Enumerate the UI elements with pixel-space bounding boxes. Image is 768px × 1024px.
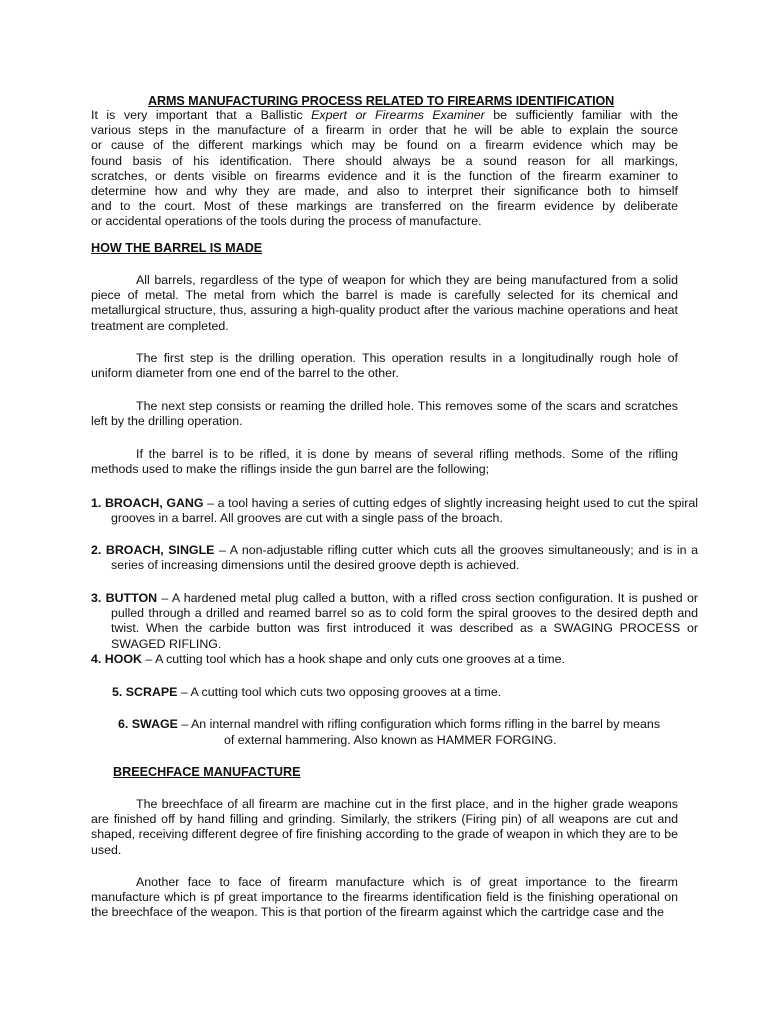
barrel-paragraph-1: All barrels, regardless of the type of weapon for which they are being manufactured from a solid piece of metal. The metal from which the barrel is made is carefully selected for its chemical and metallurgical structure, thus, assuring a high-quality product after the various machine operations and heat treatment are completed.	[91, 273, 678, 333]
barrel-paragraph-4: If the barrel is to be rifled, it is done by means of several rifling methods. Some of the rifling methods used to make the riflings inside the gun barrel are the following;	[91, 447, 678, 477]
method-item-button	[91, 591, 698, 652]
method-number: 1.	[91, 496, 102, 510]
method-description: – A non-adjustable rifling cutter which cuts all the grooves simultaneously; and is in a series of increasing dimensions until the desired groove depth is achieved.	[111, 543, 698, 573]
intro-italic: Expert or Firearms Examiner	[311, 108, 485, 122]
method-item-hook	[91, 652, 678, 667]
intro-line: various steps in the manufacture of a firearm in order that he will be able to explain the source	[91, 123, 678, 138]
method-term: SCRAPE	[125, 685, 178, 699]
intro-text: be sufficiently familiar with the	[484, 108, 678, 122]
document-title: ARMS MANUFACTURING PROCESS RELATED TO FIREARMS IDENTIFICATION	[148, 94, 615, 108]
method-item-swage	[118, 717, 678, 732]
method-number: 6.	[118, 717, 129, 731]
method-term: SWAGE	[131, 717, 178, 731]
intro-line: found basis of his identification. There should always be a sound reason for all markings,	[91, 153, 678, 168]
method-term: HOOK	[104, 652, 142, 666]
method-item-scrape	[112, 685, 678, 700]
method-term: BROACH, GANG	[104, 496, 204, 510]
method-number: 4.	[91, 652, 102, 666]
barrel-paragraph-2: The first step is the drilling operation. This operation results in a longitudinally rough hole of uniform diameter from one end of the barrel to the other.	[91, 351, 678, 381]
method-description: – A cutting tool which cuts two opposing grooves at a time.	[177, 685, 502, 699]
method-swage-continuation: of external hammering. Also known as HAMMER FORGING.	[224, 733, 557, 747]
intro-line: scratches, or dents visible on firearms evidence and it is the function of the firearm examiner to	[91, 168, 678, 183]
method-term: BUTTON	[105, 591, 158, 605]
method-description: – A hardened metal plug called a button, with a rifled cross section configuration. It is pushed or pulled through a drilled and reamed barrel so as to cold form the spiral grooves to the desired depth and twist. When the carbide button was first introduced it was described as a SWAGING PROCESS or SWAGED RIFLING.	[111, 591, 698, 651]
intro-line: and to the court. Most of these markings are transferred on the firearm evidence by deliberate	[91, 199, 678, 214]
intro-paragraph	[91, 108, 678, 230]
method-description: – An internal mandrel with rifling configuration which forms rifling in the barrel by means	[177, 717, 661, 731]
breechface-paragraph-2: Another face to face of firearm manufacture which is of great importance to the firearm manufacture which is pf great importance to the firearms identification field is the finishing operational on the breechface of the weapon. This is that portion of the firearm against which the cartridge case and the	[91, 875, 678, 920]
method-item-broach-gang	[91, 496, 698, 526]
intro-line	[91, 108, 678, 123]
barrel-paragraph-3: The next step consists or reaming the drilled hole. This removes some of the scars and scratches left by the drilling operation.	[91, 399, 678, 429]
breechface-paragraph-1: The breechface of all firearm are machine cut in the first place, and in the higher grade weapons are finished off by hand filling and grinding. Similarly, the strikers (Firing pin) of all weapons are cut and shaped, receiving different degree of fire finishing according to the grade of weapon in which they are to be used.	[91, 797, 678, 857]
intro-text: It is very important that a Ballistic	[91, 108, 312, 122]
section-heading-barrel: HOW THE BARREL IS MADE	[91, 241, 263, 255]
method-term: BROACH, SINGLE	[105, 543, 215, 557]
method-description: – a tool having a series of cutting edges of slightly increasing height used to cut the spiral grooves in a barrel. All grooves are cut with a single pass of the broach.	[111, 496, 698, 526]
method-number: 5.	[112, 685, 123, 699]
method-number: 3.	[91, 591, 102, 605]
section-heading-breechface: BREECHFACE MANUFACTURE	[113, 765, 301, 779]
intro-line: or accidental operations of the tools during the process of manufacture.	[91, 214, 482, 229]
method-number: 2.	[91, 543, 102, 557]
intro-line: or cause of the different markings which may be found on a firearm evidence which may be	[91, 138, 678, 153]
method-description: – A cutting tool which has a hook shape and only cuts one grooves at a time.	[141, 652, 565, 666]
intro-line: determine how and why they are made, and also to interpret their significance both to himself	[91, 184, 678, 199]
method-item-broach-single	[91, 543, 698, 573]
